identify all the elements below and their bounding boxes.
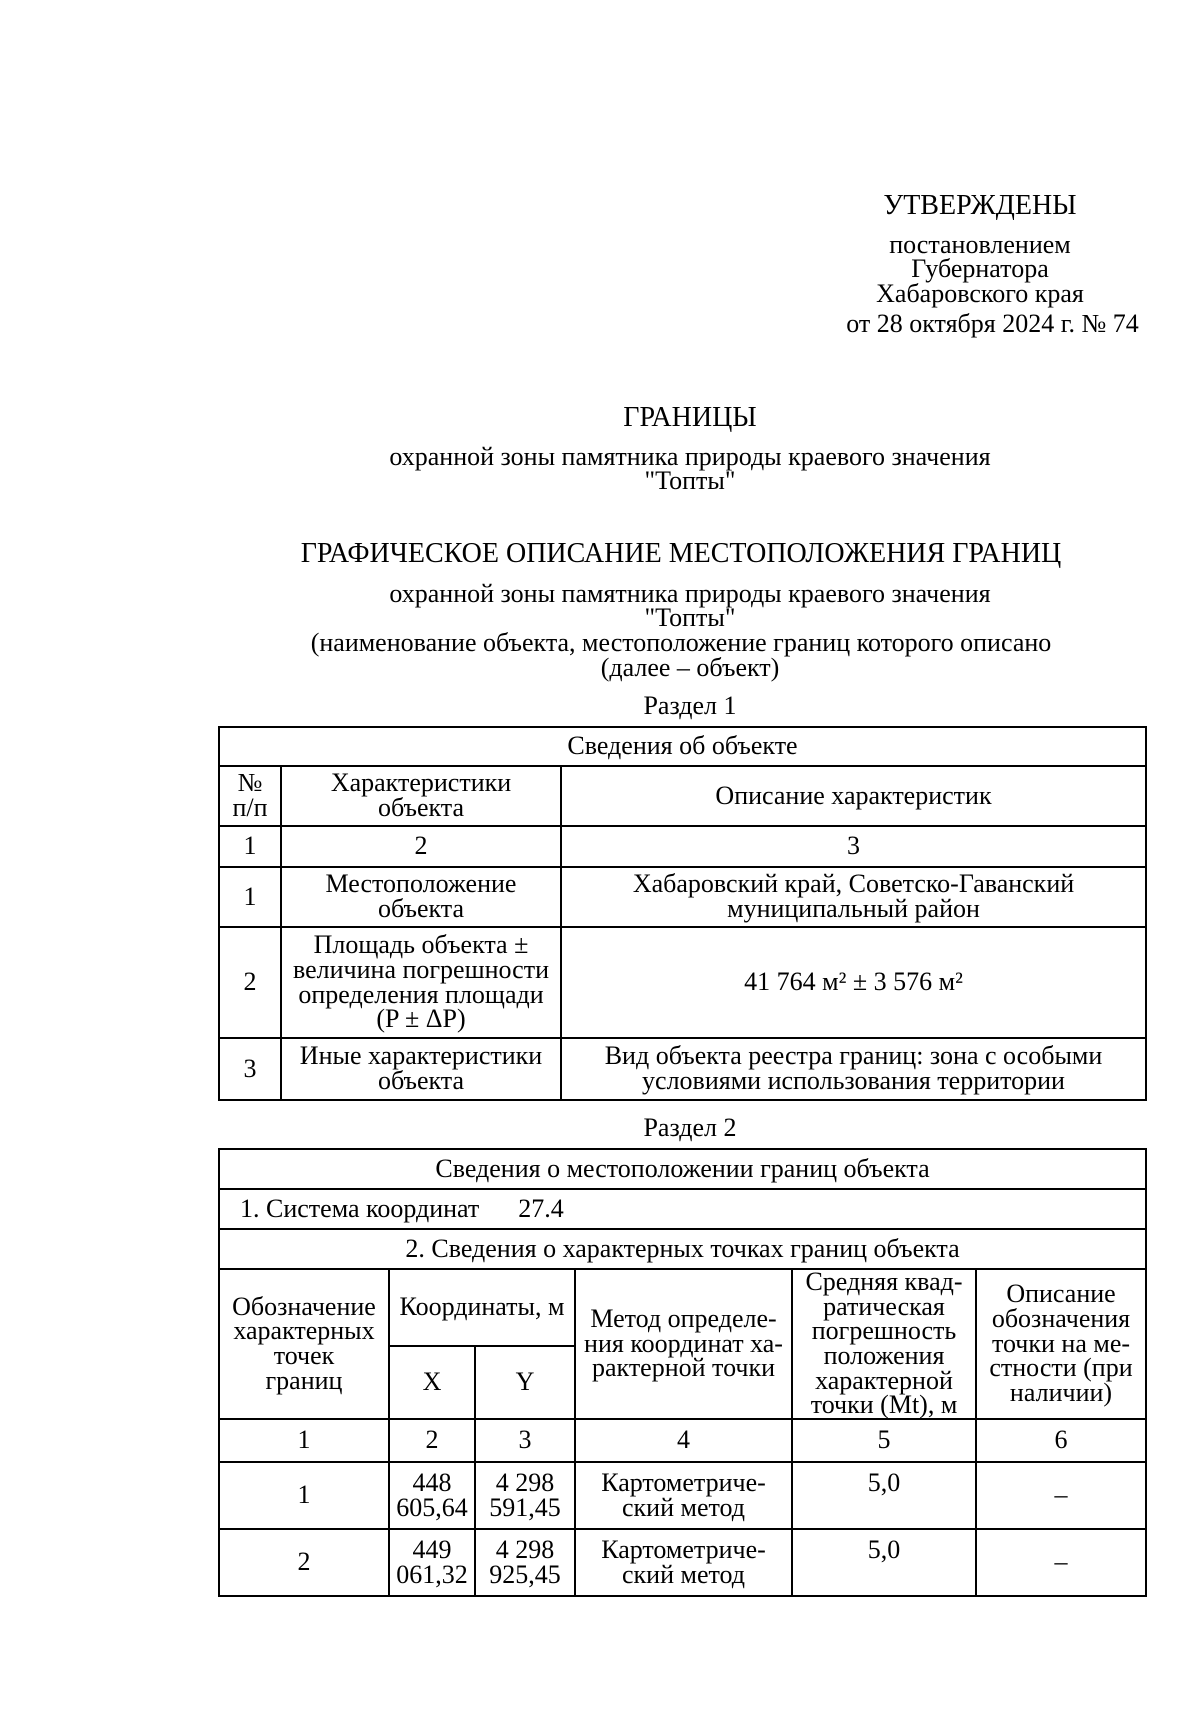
table-row (219, 927, 1146, 1038)
point-description: – (976, 1462, 1146, 1529)
column-number: 6 (976, 1419, 1146, 1462)
point-method: Картометриче- ский метод (575, 1462, 792, 1529)
point-x: 449 061,32 (389, 1529, 475, 1596)
table-row (219, 1038, 1146, 1100)
header-designation: Обозначение характерных точек границ (219, 1269, 389, 1419)
row-characteristic: Площадь объекта ± величина погрешности определения площади (P ± ΔP) (281, 927, 561, 1038)
header-x: X (389, 1346, 475, 1419)
header-coordinates: Координаты, м (389, 1269, 575, 1346)
table-row (219, 1529, 1146, 1596)
point-y: 4 298 591,45 (475, 1462, 575, 1529)
header-mean-error: Средняя квад- ратическая погрешность положения характерной точки (Mt), м (792, 1269, 976, 1419)
header-description: Описание характеристик (561, 766, 1146, 826)
row-description: Хабаровский край, Советско-Гаванский муниципальный район (561, 867, 1146, 927)
row-characteristic: Местоположение объекта (281, 867, 561, 927)
row-description: Вид объекта реестра границ: зона с особыми условиями использования территории (561, 1038, 1146, 1100)
subtitle-line: "Топты" (644, 603, 736, 632)
header-method: Метод определе- ния координат ха- рактерной точки (575, 1269, 792, 1419)
section2-caption: Сведения о местоположении границ объекта (219, 1149, 1146, 1189)
section2-table (218, 1148, 1147, 1597)
section1-caption: Сведения об объекте (219, 727, 1146, 766)
row-number: 2 (219, 927, 281, 1038)
section1-label: Раздел 1 (643, 691, 737, 720)
column-number: 3 (561, 826, 1146, 867)
column-number: 1 (219, 826, 281, 867)
header-characteristics: Характеристики объекта (281, 766, 561, 826)
row-characteristic: Иные характеристики объекта (281, 1038, 561, 1100)
approval-line: Губернатора (911, 254, 1049, 283)
approval-heading: УТВЕРЖДЕНЫ (883, 190, 1077, 221)
subtitle-line: (наименование объекта, местоположение границ которого описано (310, 628, 1052, 657)
point-description: – (976, 1529, 1146, 1596)
subtitle-heading: ГРАФИЧЕСКОЕ ОПИСАНИЕ МЕСТОПОЛОЖЕНИЯ ГРАНИЦ (300, 538, 1062, 569)
header-number: № п/п (219, 766, 281, 826)
coordinate-system: 1. Система координат 27.4 (219, 1189, 1146, 1229)
title-line: "Топты" (644, 466, 736, 495)
title-line: охранной зоны памятника природы краевого значения (389, 442, 991, 471)
approval-line: постановлением (889, 230, 1071, 259)
points-caption: 2. Сведения о характерных точках границ объекта (219, 1229, 1146, 1269)
point-mean-error: 5,0 (792, 1462, 976, 1529)
point-x: 448 605,64 (389, 1462, 475, 1529)
column-number: 2 (389, 1419, 475, 1462)
column-number: 2 (281, 826, 561, 867)
row-description: 41 764 м² ± 3 576 м² (561, 927, 1146, 1038)
column-number: 1 (219, 1419, 389, 1462)
point-method: Картометриче- ский метод (575, 1529, 792, 1596)
table-row (219, 867, 1146, 927)
table-row (219, 1462, 1146, 1529)
row-number: 1 (219, 867, 281, 927)
section2-label: Раздел 2 (643, 1113, 737, 1142)
header-y: Y (475, 1346, 575, 1419)
page-title: ГРАНИЦЫ (623, 402, 757, 433)
header-point-description: Описание обозначения точки на ме- стности (при наличии) (976, 1269, 1146, 1419)
approval-date: от 28 октября 2024 г. № 74 (846, 309, 1139, 338)
row-number: 3 (219, 1038, 281, 1100)
column-number: 3 (475, 1419, 575, 1462)
point-y: 4 298 925,45 (475, 1529, 575, 1596)
section1-table (218, 726, 1147, 1101)
subtitle-line: (далее – объект) (600, 653, 780, 682)
point-mean-error: 5,0 (792, 1529, 976, 1596)
point-number: 1 (219, 1462, 389, 1529)
column-number: 5 (792, 1419, 976, 1462)
subtitle-line: охранной зоны памятника природы краевого значения (389, 579, 991, 608)
approval-line: Хабаровского края (876, 279, 1084, 308)
point-number: 2 (219, 1529, 389, 1596)
column-number: 4 (575, 1419, 792, 1462)
